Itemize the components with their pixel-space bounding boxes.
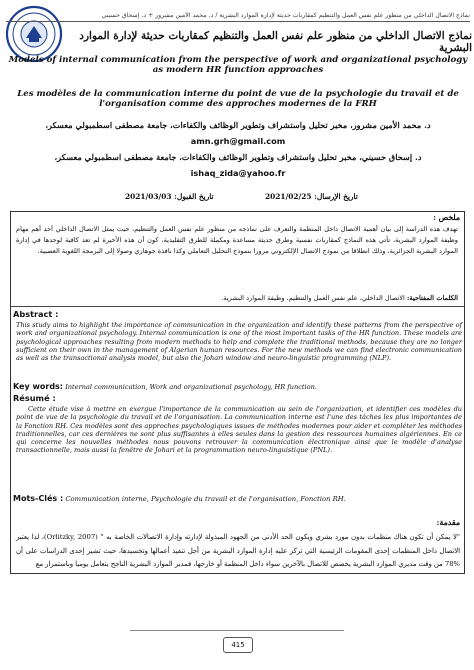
english-keywords <box>13 382 463 391</box>
arabic-abstract-text: تهدف هذه الدراسة إلى بيان أهمية الاتصال داخل المنظمة والتعرف على نماذجه من منظور علم نفس العمل والتنظيم، حيث يمثل الاتصال الداخلي أحد أهم مهام وظيفة الموارد البشرية، تأتي هذه النماذج كمقاربات نفسية وطرق حديثة مساعدة ومكملة للطرق التقليدية، كون أن هذه الأخيرة لم تعد كافية لوحدها في إدارة الموارد البشرية الجزائرية، وذلك انطلاقا من نموذج الاتصال الإلكتروني مرورا بنموذج التحليل التعاملي وكذا نافذة جوهاري وصولا إلى البرمجة اللغوية العصبية. <box>16 225 458 255</box>
footer-divider <box>130 630 344 631</box>
french-abstract-text: Cette étude vise à mettre en exergue l'importance de la communication au sein de l'organization, et identifier ces modèles du point de vue de la psychologie du travail et de l'organisation. La communication interne est l'une des tâches les plus importantes de la Fonction RH. Ces modèles sont des approches psychologiques issues de méthodes modernes pour aider et compléter les méthodes traditionnelles, car ces dernières ne sont plus suffisantes à elles seules dans la gestion des ressources humaines algériennes. En ce qui concerne les nouvelles méthodes nous pouvons retrouver la communication électronique ainsi que le modèle d'analyse transactionnelle, mais aussi la fenêtre de Johari et la programmation neuro-linguistique (PNL). <box>16 405 462 455</box>
english-keywords-values: Internal communication, Work and organizational psychology, HR function. <box>65 383 317 391</box>
arabic-keywords-label: الكلمات المفتاحية: <box>406 294 458 302</box>
introduction-heading: مقدمة: <box>436 518 460 527</box>
introduction-text: "لا يمكن أن تكون هناك منظمات بدون مورد بشري ويكون الحد الأدنى من الجهود المبذولة لإدارته وإدارة الاتصالات الخاصة به " (Orlitzky, 2007)، لذا يعتبر الاتصال داخل المنظمات إحدى المقومات الرئيسية التي تركز عليه إدارة الموارد البشرية من أجل تنفيذ أعمالها وتجسيدها، حيث تشير إحدى الدراسات على أن %78 من وقت مديري الموارد البشرية يخصص للاتصال بالآخرين سواء داخل المنظمة أو خارجها، فمدير الموارد البشرية الناجح يتعامل يوميا وباستمرار مع <box>16 533 461 569</box>
french-keywords <box>13 494 463 503</box>
page-number: 415 <box>223 637 253 653</box>
english-abstract-heading: Abstract : <box>13 309 59 319</box>
french-title: Les modèles de la communication interne du point de vue de la psychologie du travail et de l'organisation comme des approches modernes de la FRH <box>17 89 459 110</box>
author-1-name: د. محمد الأمين مشرور، مخبر تحليل واستشراف وتطوير الوظائف والكفاءات، جامعة مصطفى اسطمبولي معسكر، <box>45 120 431 130</box>
arabic-keywords <box>16 294 458 302</box>
arabic-abstract-heading: ملخص : <box>433 213 460 222</box>
arabic-keywords-values: الاتصال الداخلي، علم نفس العمل والتنظيم، وظيفة الموارد البشرية. <box>221 294 405 302</box>
author-2-email: ishaq_zida@yahoo.fr <box>190 168 286 178</box>
french-keywords-label: Mots-Clés : <box>13 494 64 503</box>
english-title: Models of internal communication from the perspective of work and organizational psychology as modern HR function approaches <box>8 55 468 76</box>
french-abstract-heading: Résumé : <box>13 393 56 403</box>
author-2-name: د. إسحاق حسيني، مخبر تحليل واستشراف وتطوير الوظائف والكفاءات، جامعة مصطفى اسطمبولي معسكر، <box>54 152 422 162</box>
header-divider <box>6 21 470 22</box>
french-keywords-values: Communication interne, Psychologie du travail et de l'organisation, Fonction RH. <box>65 495 346 503</box>
arabic-title: نماذج الاتصال الداخلي من منظور علم نفس العمل والتنظيم كمقاربات حديثة لإدارة الموارد البشرية <box>79 30 472 54</box>
running-head: نماذج الاتصال الداخلي من منظور علم نفس العمل والتنظيم كمقاربات حديثة لإدارة الموارد البشرية / د. محمد الأمين مشرور + د. إسحاق حسيني <box>101 12 470 19</box>
author-1-email: amn.grh@gmail.com <box>190 136 286 146</box>
abstract-divider <box>10 306 465 307</box>
english-abstract-text: This study aims to highlight the importance of communication in the organization and identify these patterns from the perspective of work and organizational psychology. Internal communication is one of the most important tasks of the HR function. These models are psychological approaches resulting from modern methods to help and complete the traditional methods, because they are no longer sufficient on their own in the management of Algerian human resources. For the new methods we can find electronic communication as well as the transactional analysis model, but also the Johari window and neuro-linguistic programming (NLP). <box>16 321 462 363</box>
received-date: تاريخ الإرسال: 2021/02/25 <box>265 192 358 201</box>
english-keywords-label: Key words: <box>13 382 64 391</box>
accepted-date: تاريخ القبول: 2021/03/03 <box>125 192 214 201</box>
